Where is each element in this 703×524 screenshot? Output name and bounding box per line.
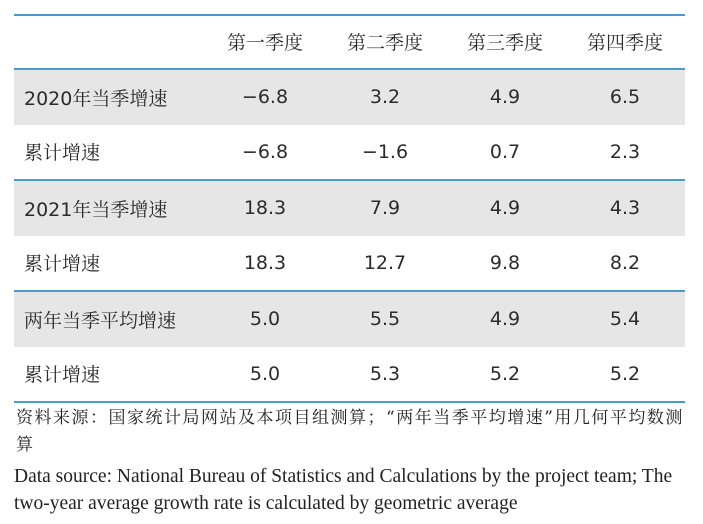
- table-row: [14, 236, 685, 292]
- row-label: 2021年当季增速: [14, 180, 205, 236]
- row-label: 2020年当季增速: [14, 69, 205, 125]
- table-cell: 8.2: [609, 251, 641, 274]
- table-cell: 6.5: [565, 69, 685, 125]
- header-cell-empty: [14, 14, 205, 69]
- header-row: [14, 14, 685, 69]
- table-cell: 4.9: [445, 69, 565, 125]
- row-label: 累计增速: [24, 253, 101, 276]
- table-cell: −6.8: [205, 69, 325, 125]
- table-cell: 2.3: [609, 140, 641, 163]
- source-note-chinese: 资料来源：国家统计局网站及本项目组测算；“两年当季平均增速”用几何平均数测算: [16, 408, 684, 455]
- table-cell: 4.9: [445, 291, 565, 347]
- table-cell: 18.3: [243, 251, 287, 274]
- table-row: [14, 347, 685, 403]
- table-cell: 12.7: [363, 251, 407, 274]
- table-cell: 5.0: [205, 347, 325, 403]
- table-cell: 4.9: [445, 180, 565, 236]
- table-cell: 9.8: [489, 251, 521, 274]
- table-cell: 5.4: [565, 291, 685, 347]
- table-cell: 3.2: [325, 69, 445, 125]
- table-cell: 7.9: [325, 180, 445, 236]
- source-note-english: Data source: National Bureau of Statistics and Calculations by the project team; The two-year average growth rate is calculated by geometric average: [14, 466, 673, 514]
- header-q1: 第一季度: [226, 31, 303, 54]
- growth-table: [14, 14, 685, 403]
- table-cell: 5.5: [325, 291, 445, 347]
- table-cell: 5.3: [325, 347, 445, 403]
- table-cell: 4.3: [565, 180, 685, 236]
- header-q4: 第四季度: [586, 31, 663, 54]
- table-cell: 5.2: [445, 347, 565, 403]
- table-cell: 18.3: [205, 180, 325, 236]
- row-label: 累计增速: [14, 347, 205, 403]
- row-label: 两年当季平均增速: [14, 291, 205, 347]
- table-row: [14, 180, 685, 236]
- table-cell: 5.0: [205, 291, 325, 347]
- header-q3: 第三季度: [466, 31, 543, 54]
- table-cell: −6.8: [241, 140, 289, 163]
- table-cell: 5.2: [565, 347, 685, 403]
- table-row: [14, 125, 685, 181]
- table-row: [14, 69, 685, 125]
- table-cell: 0.7: [489, 140, 521, 163]
- table-cell: −1.6: [361, 140, 409, 163]
- row-label: 累计增速: [24, 142, 101, 165]
- header-q2: 第二季度: [346, 31, 423, 54]
- table-row: [14, 291, 685, 347]
